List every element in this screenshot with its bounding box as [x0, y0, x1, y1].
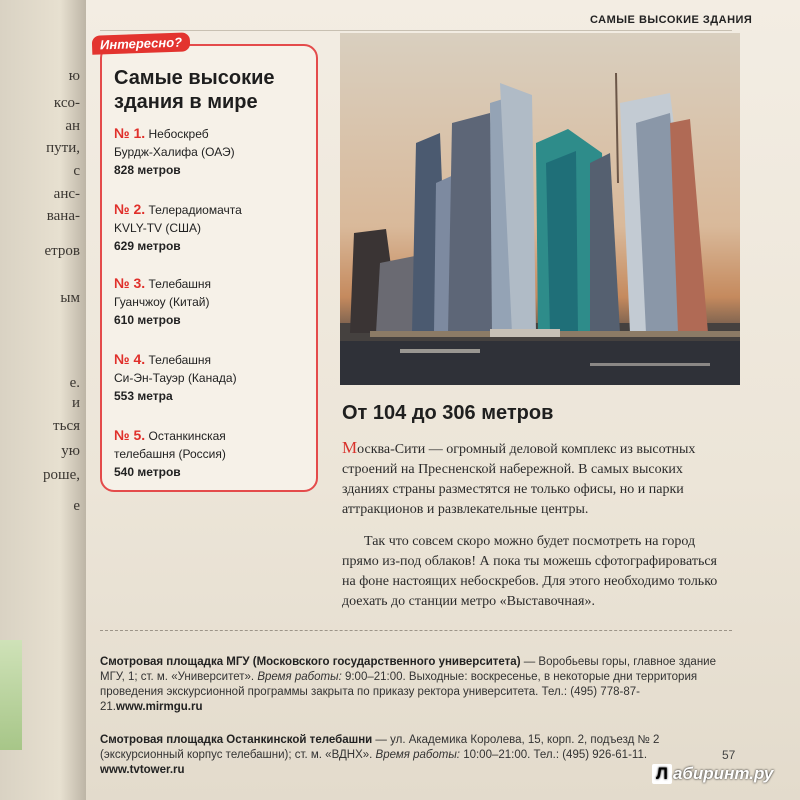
info-ostankino: [100, 733, 730, 778]
fact-item-rank: № 3.: [114, 275, 146, 291]
fact-item-height: 629 метров: [114, 239, 181, 253]
info-mgu-hours: 9:00–21:00. Выходные: воскресенье, в некоторые дни территория проведения экскурсионной программы закрыта по приказу ректора университета. Тел.: (495) 778-87-21.: [100, 671, 698, 713]
left-page-fragment: роше,: [43, 467, 80, 483]
running-head: САМЫЕ ВЫСОКИЕ ЗДАНИЯ: [590, 14, 753, 26]
labirint-watermark: [652, 764, 773, 784]
fact-item-rank: № 1.: [114, 125, 146, 141]
left-page-fragment: ксо-: [53, 95, 80, 111]
watermark-text: абиринт.ру: [672, 764, 774, 783]
fact-item-line1: Останкинская: [148, 429, 226, 443]
info-mgu: [100, 655, 730, 715]
fact-item: [114, 274, 314, 329]
left-page-fragment: етров: [44, 243, 80, 259]
fact-item-line2: телебашня (Россия): [114, 447, 226, 461]
left-page-fragment: ую: [61, 443, 80, 459]
info-ostankino-name: Смотровая площадка Останкинской телебашни: [100, 734, 373, 746]
fact-item-height: 828 метров: [114, 163, 181, 177]
fact-item: [114, 200, 314, 255]
info-ostankino-address: — ул. Академика Королева, 15, корп. 2, подъезд № 2 (экскурсионный корпус телебашни); ст. м. «ВДНХ».: [100, 734, 660, 761]
left-page-fragment: ться: [53, 418, 80, 434]
watermark-letter: Л: [652, 764, 672, 784]
left-page-fragment: ым: [60, 290, 80, 306]
section-title: От 104 до 306 метров: [342, 402, 554, 424]
info-ostankino-hours: 10:00–21:00. Тел.: (495) 926-61-11.: [460, 749, 648, 761]
left-page-fragment: с: [73, 163, 80, 179]
fact-box-tag: Интересно?: [92, 32, 191, 54]
left-page-fragment: е.: [69, 375, 80, 391]
fact-box-title: Самые высокие здания в мире: [114, 67, 275, 113]
info-mgu-hours-label: Время работы:: [257, 671, 342, 683]
info-mgu-url: www.mirmgu.ru: [116, 701, 203, 713]
left-page-fragment: анс-: [53, 186, 80, 202]
paragraph-1: [342, 438, 728, 520]
fact-item-height: 553 метра: [114, 389, 173, 403]
fact-item-line1: Телебашня: [148, 353, 212, 367]
info-ostankino-url: www.tvtower.ru: [100, 764, 185, 776]
fact-item-line1: Небоскреб: [148, 127, 209, 141]
body-text: [342, 438, 728, 612]
left-page-fragment: вана-: [46, 208, 80, 224]
header-rule: [100, 30, 732, 31]
left-page-fragment: ан: [65, 118, 80, 134]
page-number: 57: [722, 748, 736, 762]
paragraph-1-text: осква-Сити — огромный деловой комплекс из высотных строений на Пресненской набережной. В самых высоких зданиях страны разместятся не только офисы, но и парки аттракционов и развлекательные центры.: [342, 442, 696, 517]
fact-item-rank: № 4.: [114, 351, 146, 367]
left-page-fragment: пути,: [46, 140, 80, 156]
info-mgu-address: — Воробьевы горы, главное здание МГУ, 1; ст. м. «Университет».: [100, 656, 717, 683]
fact-item-rank: № 5.: [114, 427, 146, 443]
left-page-illustration: [0, 640, 22, 750]
fact-item-rank: № 2.: [114, 201, 146, 217]
fact-item-height: 540 метров: [114, 465, 181, 479]
moscow-city-photo: [340, 33, 740, 385]
fact-item: [114, 350, 314, 405]
skyline-illustration: [340, 33, 740, 385]
info-mgu-name: Смотровая площадка МГУ (Московского государственного университета): [100, 656, 521, 668]
left-page-fragment: ю: [68, 68, 80, 84]
left-page-fragment: и: [71, 395, 80, 411]
footer-rule: [100, 630, 732, 631]
fact-item-line2: Гуанчжоу (Китай): [114, 295, 210, 309]
fact-item-line2: KVLY-TV (США): [114, 221, 202, 235]
paragraph-2: Так что совсем скоро можно будет посмотреть на город прямо из-под облаков! А пока ты можешь сфотографироваться на фоне настоящих небоскребов. Для этого необходимо только доехать до станции метро «Выставочная».: [342, 534, 718, 609]
fact-item-line2: Бурдж-Халифа (ОАЭ): [114, 145, 235, 159]
fact-item-height: 610 метров: [114, 313, 181, 327]
info-ostankino-hours-label: Время работы:: [375, 749, 460, 761]
fact-item: [114, 426, 314, 481]
left-page: [0, 0, 86, 800]
left-page-fragment: е: [73, 498, 80, 514]
fact-item: [114, 124, 314, 179]
drop-cap: М: [342, 438, 358, 457]
fact-item-line2: Си-Эн-Тауэр (Канада): [114, 371, 237, 385]
fact-item-line1: Телебашня: [148, 277, 212, 291]
fact-item-line1: Телерадиомачта: [148, 203, 242, 217]
